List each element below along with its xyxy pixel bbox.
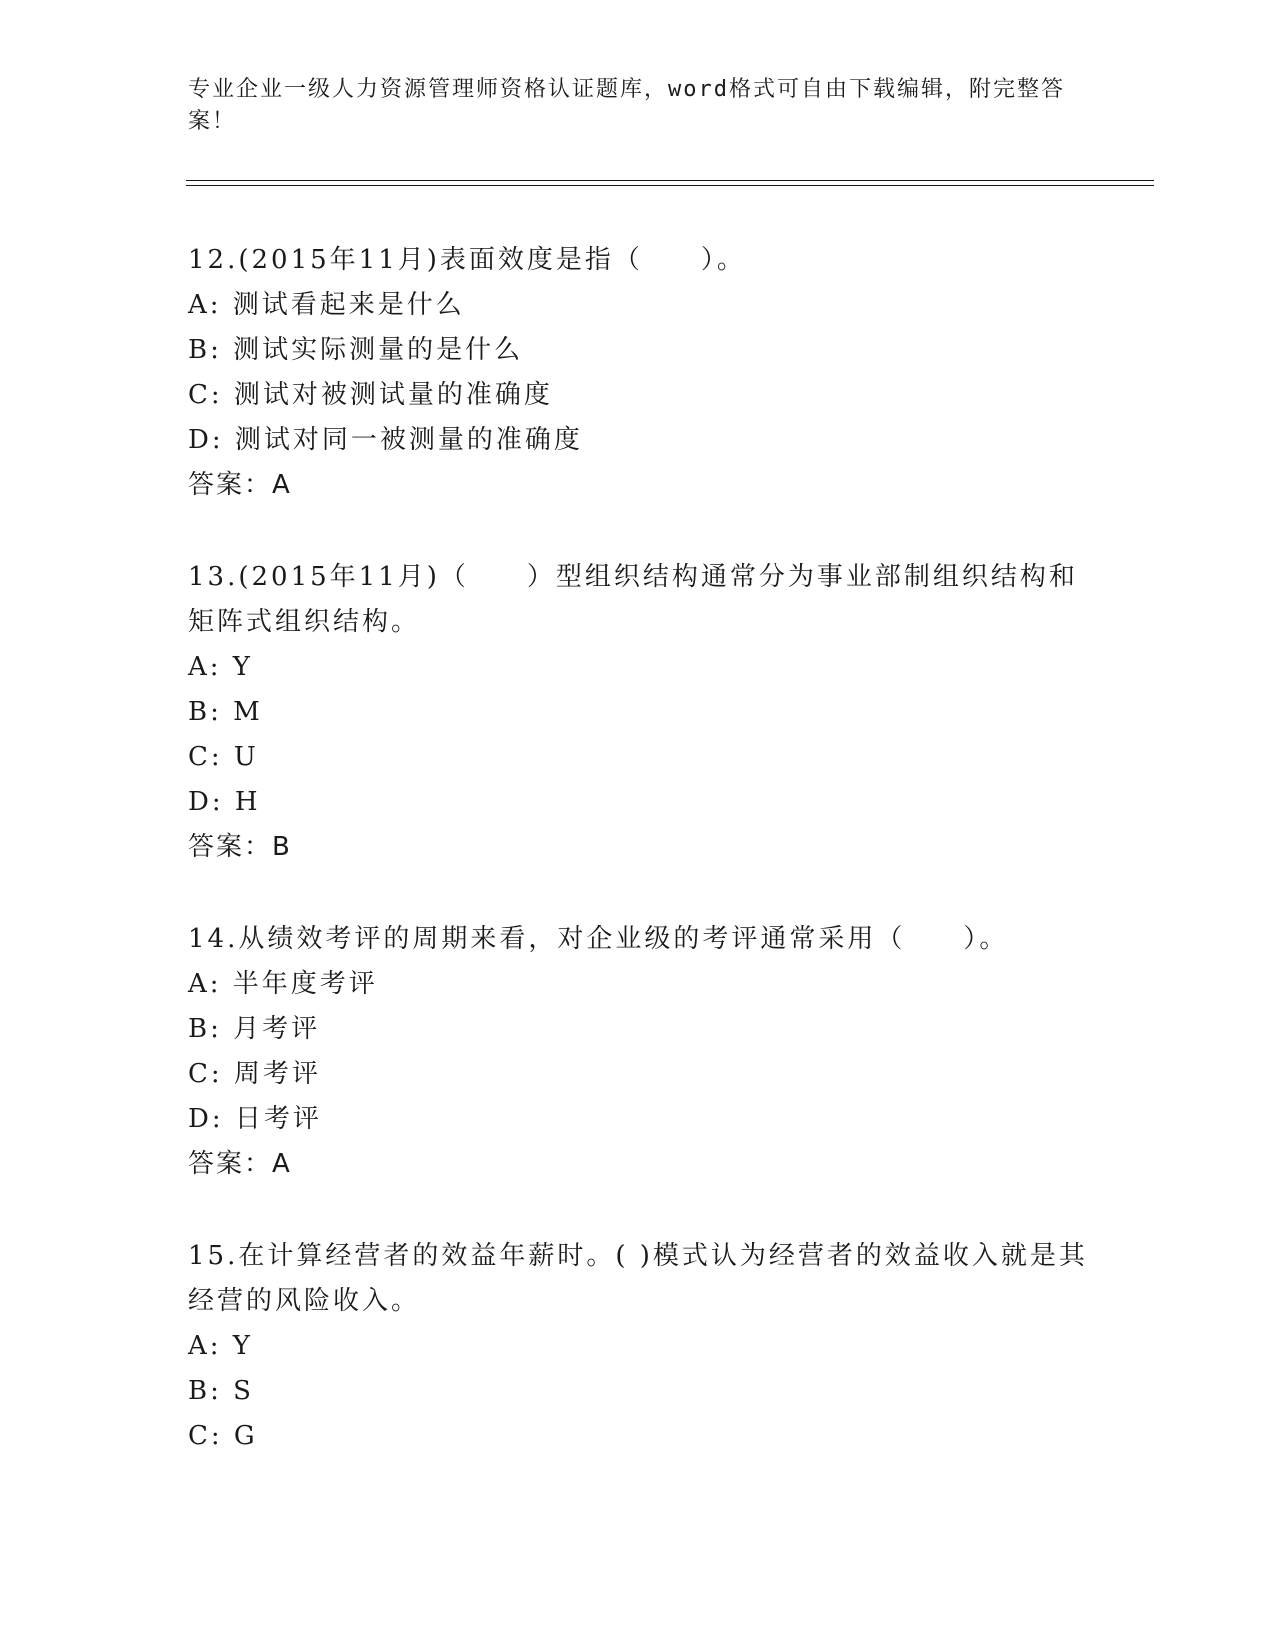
question-13 [188, 555, 1088, 870]
option-c: C: G [188, 1421, 258, 1451]
option-d: D: H [188, 787, 261, 817]
option-a: A: Y [188, 1331, 253, 1361]
option-b: B: S [188, 1376, 254, 1406]
option-c: C: U [188, 742, 259, 772]
document-header: 专业企业一级人力资源管理师资格认证题库，word格式可自由下载编辑，附完整答案！ [188, 77, 1065, 134]
question-12 [188, 238, 1088, 508]
question-stem: 12.(2015年11月)表面效度是指（ ）。 [188, 245, 746, 275]
option-c: C: 周考评 [188, 1059, 321, 1089]
header-divider-top [186, 180, 1154, 181]
question-list [188, 238, 1088, 1506]
option-b: B: 月考评 [188, 1014, 321, 1044]
option-c: C: 测试对被测试量的准确度 [188, 380, 553, 410]
question-stem: 14.从绩效考评的周期来看，对企业级的考评通常采用（ ）。 [188, 924, 1009, 954]
question-stem: 15.在计算经营者的效益年薪时。( )模式认为经营者的效益收入就是其经营的风险收入。 [188, 1241, 1088, 1316]
option-a: A: 半年度考评 [188, 969, 378, 999]
option-b: B: M [188, 697, 263, 727]
option-d: D: 日考评 [188, 1104, 322, 1134]
option-a: A: Y [188, 652, 253, 682]
header-divider-bottom [186, 185, 1154, 186]
answer-line: 答案：A [188, 470, 292, 500]
answer-line: 答案：A [188, 1149, 292, 1179]
option-b: B: 测试实际测量的是什么 [188, 335, 524, 365]
question-15 [188, 1234, 1088, 1459]
option-a: A: 测试看起来是什么 [188, 290, 465, 320]
option-d: D: 测试对同一被测量的准确度 [188, 425, 583, 455]
question-stem: 13.(2015年11月)（ ）型组织结构通常分为事业部制组织结构和矩阵式组织结构。 [188, 562, 1078, 637]
answer-line: 答案：B [188, 832, 292, 862]
question-14 [188, 917, 1088, 1187]
